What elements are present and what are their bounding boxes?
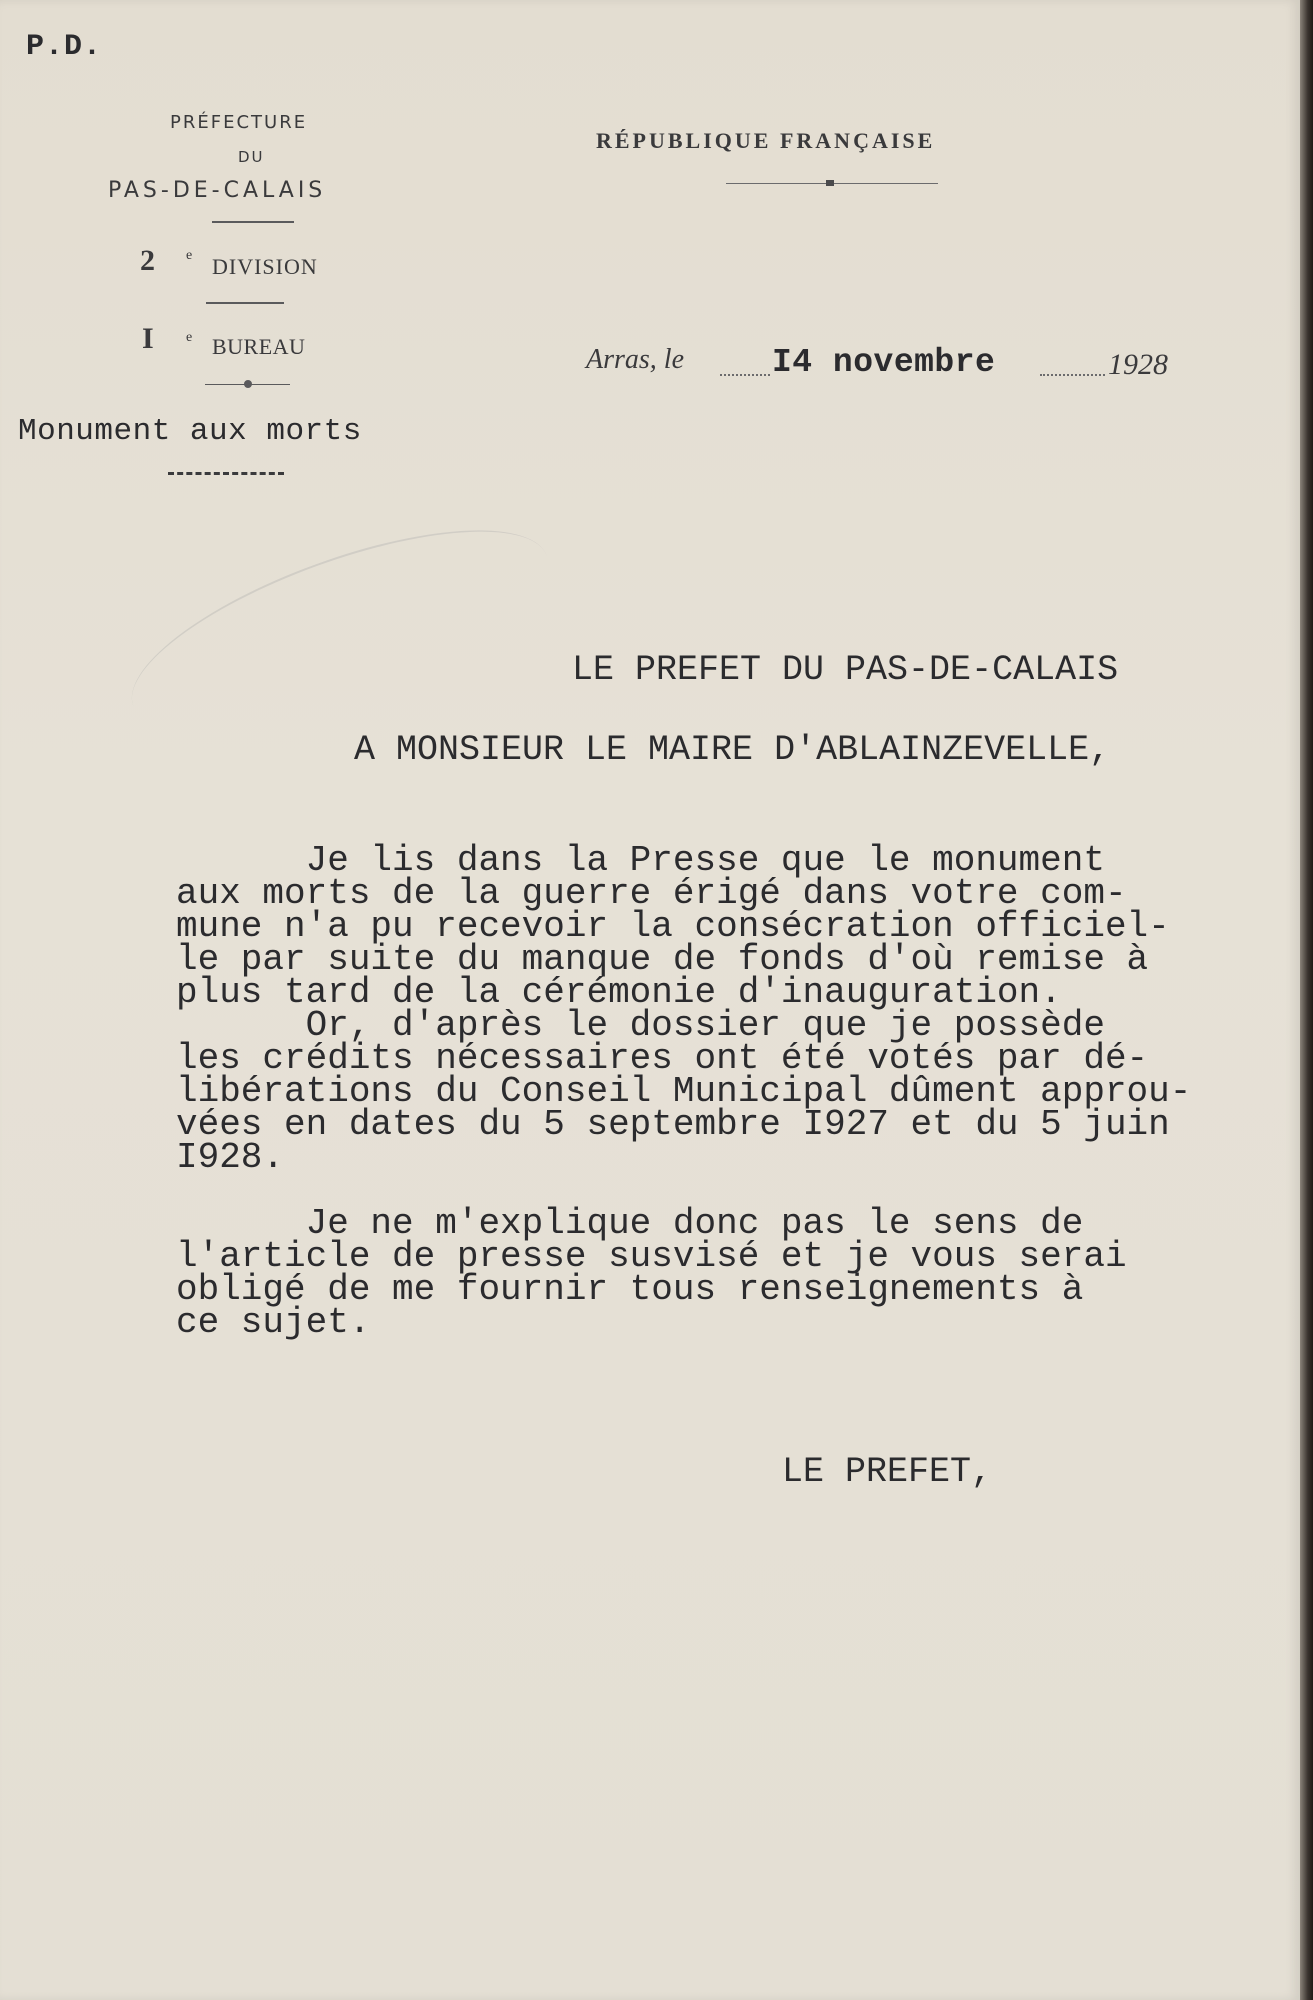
bureau-number: I (142, 322, 154, 355)
ornament-dot (244, 380, 252, 388)
republic-heading: RÉPUBLIQUE FRANÇAISE (596, 128, 936, 153)
sender-line: LE PREFET DU PAS-DE-CALAIS (572, 650, 1119, 690)
dateline-date: I4 novembre (772, 344, 996, 381)
prefecture-department: PAS-DE-CALAIS (108, 178, 327, 203)
prefecture-heading: PRÉFECTURE (170, 112, 308, 133)
dateline-dots (720, 374, 770, 376)
dateline-year: 1928 (1108, 348, 1168, 381)
dateline-dots (1040, 374, 1105, 376)
republic-ornament (826, 180, 834, 186)
closing-signature: LE PREFET, (782, 1452, 993, 1492)
bureau-suffix: e (186, 330, 193, 345)
prefecture-du: DU (238, 148, 265, 166)
subject-line: Monument aux morts (18, 414, 362, 449)
bureau-label: BUREAU (212, 334, 306, 359)
division-number: 2 (140, 244, 155, 277)
recipient-line: A MONSIEUR LE MAIRE D'ABLAINZEVELLE, (354, 730, 1111, 770)
corner-mark: P.D. (26, 30, 103, 64)
letterhead-divider (206, 302, 284, 304)
dateline-place: Arras, le (586, 344, 684, 375)
page-edge-shadow (1300, 0, 1313, 2000)
subject-underline (168, 472, 284, 475)
division-suffix: e (186, 248, 193, 263)
letterhead-divider (212, 221, 294, 223)
division-label: DIVISION (212, 254, 318, 279)
letter-body: Je lis dans la Presse que le monument aux morts de la guerre érigé dans votre com- mune n'a pu recevoir la consécration officiel- le par suite du manque de fonds d'où remise à plus tard de la cérémonie d'inauguration. Or, d'après le dossier que je possède les crédits nécessaires ont été votés par dé- libérations du Conseil Municipal dûment approu- vées en dates du 5 septembre I927 et du 5 juin I928. Je ne m'explique donc pas le sens de l'article de presse susvisé et je vous serai obligé de me fournir tous renseignements à ce sujet. (176, 840, 1192, 1343)
